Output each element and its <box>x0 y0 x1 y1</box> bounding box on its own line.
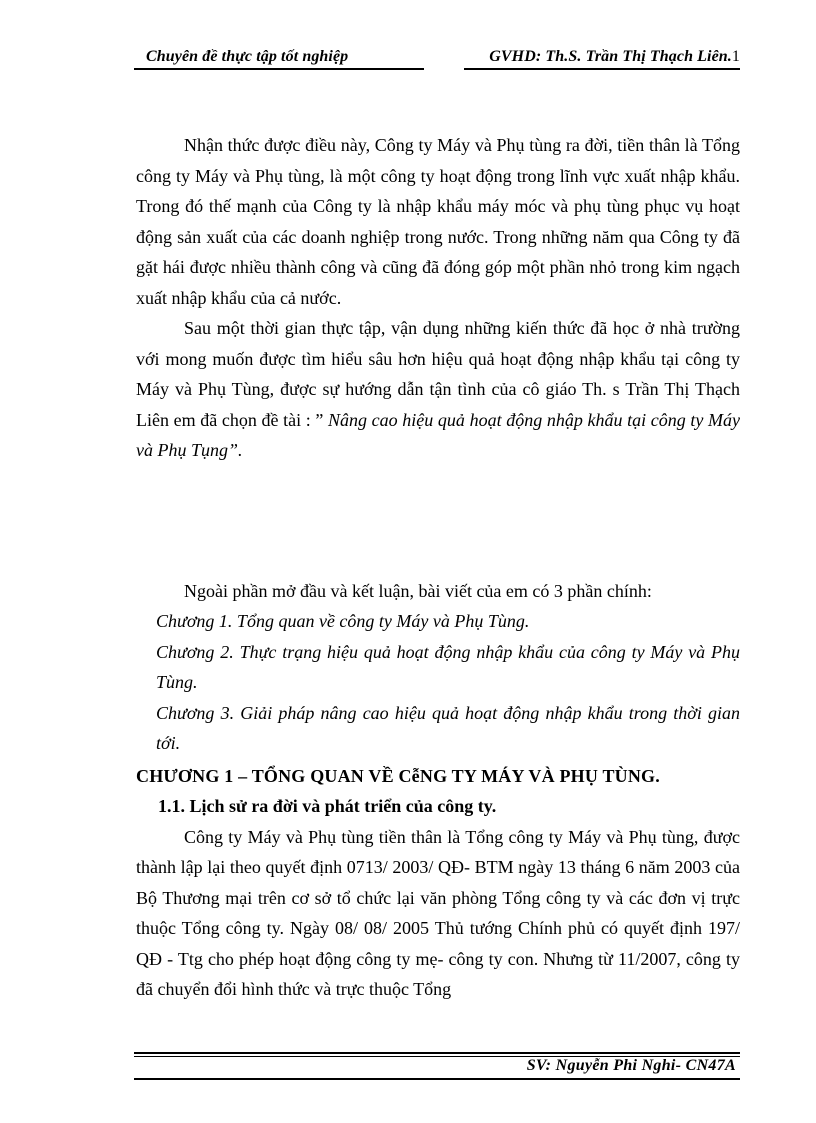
paragraph-topic <box>136 313 740 466</box>
paragraph-outline-intro: Ngoài phần mở đầu và kết luận, bài viết của em có 3 phần chính: <box>184 580 652 601</box>
paragraph-company-history: Công ty Máy và Phụ tùng tiền thân là Tổng công ty Máy và Phụ tùng, được thành lập lại theo quyết định 0713/ 2003/ QĐ- BTM ngày 13 tháng 6 năm 2003 của Bộ Thương mại trên cơ sở tổ chức lại văn phòng Tổng công ty và các đơn vị trực thuộc Tổng công ty. Ngày 08/ 08/ 2005 Thủ tướng Chính phủ có quyết định 197/ QĐ - Ttg cho phép hoạt động công ty mẹ- công ty con. Nhưng từ 11/2007, công ty đã chuyển đổi hình thức và trực thuộc Tổng <box>136 826 740 999</box>
blank-space <box>136 466 740 576</box>
footer-rule-bottom <box>134 1078 740 1080</box>
paragraph-intro-company: Nhận thức được điều này, Công ty Máy và Phụ tùng ra đời, tiền thân là Tổng công ty Máy và Phụ tùng, là một công ty hoạt động trong lĩnh vực xuất nhập khẩu. Trong đó thế mạnh của Công ty là nhập khẩu máy móc và phụ tùng phục vụ hoạt động sản xuất của các doanh nghiệp trong nước. Trong những năm qua Công ty đã gặt hái được nhiều thành công và cũng đã đóng góp một phần nhỏ trong kim ngạch xuất nhập khẩu của cả nước. <box>136 135 740 308</box>
topic-title: Nâng cao hiệu quả hoạt động nhập khẩu tại công ty Máy và Phụ Tụng”. <box>136 409 740 460</box>
header-rule-left <box>134 68 424 70</box>
footer-student: SV: Nguyễn Phi Nghi- CN47A <box>526 1057 736 1074</box>
header-rule-right <box>464 68 740 70</box>
chapter-heading: CHƯƠNG 1 – TỔNG QUAN VỀ CễNG TY MÁY VÀ PHỤ TÙNG. <box>136 765 660 786</box>
paragraph-topic-text: Sau một thời gian thực tập, vận dụng những kiến thức đã học ở nhà trường với mong muốn được tìm hiểu sâu hơn hiệu quả hoạt động nhập khẩu tại công ty Máy và Phụ Tùng, được sự hướng dẫn tận tình của cô giáo Th. s Trần Thị Thạch Liên em đã chọn đề tài : ” <box>136 318 740 430</box>
header-advisor <box>489 48 740 66</box>
outline-chapter-3: Chương 3. Giải pháp nâng cao hiệu quả hoạt động nhập khẩu trong thời gian tới. <box>156 702 740 753</box>
page-number: 1 <box>731 48 740 65</box>
section-heading: 1.1. Lịch sử ra đời và phát triển của công ty. <box>158 796 497 816</box>
page-header <box>134 48 740 72</box>
footer-rule-top <box>134 1052 740 1054</box>
outline-chapter-2: Chương 2. Thực trạng hiệu quả hoạt động nhập khẩu của công ty Máy và Phụ Tùng. <box>156 641 740 692</box>
page-body <box>136 130 740 1005</box>
header-advisor-name: GVHD: Th.S. Trần Thị Thạch Liên. <box>489 48 732 65</box>
header-title: Chuyên đề thực tập tốt nghiệp <box>146 48 349 65</box>
outline-chapter-1: Chương 1. Tổng quan về công ty Máy và Phụ Tùng. <box>156 611 530 631</box>
